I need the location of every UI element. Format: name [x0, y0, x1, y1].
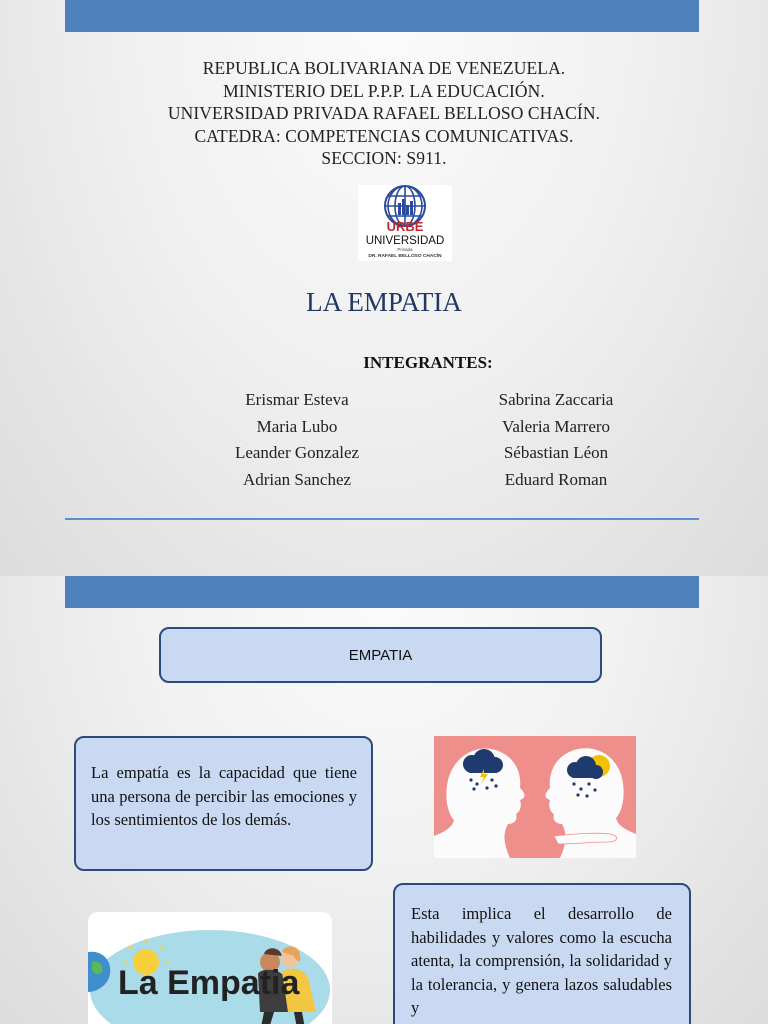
presentation-title: LA EMPATIA	[306, 287, 462, 317]
definition-box	[74, 736, 373, 871]
header-line: UNIVERSIDAD PRIVADA RAFAEL BELLOSO CHACÍN.	[167, 103, 601, 123]
logo-sub1: Privada	[397, 247, 413, 252]
member-name: Valeria Marrero	[501, 416, 611, 436]
institution-header	[0, 57, 768, 170]
divider-line	[65, 518, 699, 520]
header-line: SECCION: S911.	[321, 148, 447, 168]
header-line: REPUBLICA BOLIVARIANA DE VENEZUELA.	[202, 58, 566, 78]
la-empatia-graphic-text: La Empatia	[118, 964, 300, 1002]
member-name: Maria Lubo	[256, 416, 338, 436]
top-accent-bar	[65, 0, 699, 32]
definition-text: La empatía es la capacidad que tiene una persona de percibir las emociones y los sentimientos de los demás.	[91, 763, 357, 829]
implication-box	[393, 883, 691, 1024]
member-name: Sabrina Zaccaria	[498, 390, 614, 409]
members-right-column	[436, 387, 676, 493]
members-left-column	[177, 387, 417, 493]
la-empatia-illustration	[88, 912, 332, 1024]
top-accent-bar	[65, 576, 699, 608]
member-name: Leander Gonzalez	[234, 443, 360, 462]
member-name: Adrian Sanchez	[242, 469, 352, 489]
content-slide	[0, 576, 768, 1024]
member-name: Eduard Roman	[504, 469, 608, 489]
logo-name: UNIVERSIDAD	[365, 235, 445, 247]
member-name: Sébastian Léon	[503, 443, 609, 462]
empathy-heads-illustration	[434, 736, 636, 858]
member-name: Erismar Esteva	[245, 390, 349, 409]
globe-logo-icon	[358, 185, 452, 261]
empatia-heading-box	[159, 627, 602, 683]
implication-text: Esta implica el desarrollo de habilidades y valores como la escucha atenta, la comprensión, la solidaridad y la tolerancia, y genera lazos saludables y	[411, 904, 672, 1017]
university-logo	[358, 185, 452, 261]
integrantes-heading: INTEGRANTES:	[363, 353, 493, 372]
logo-acronym: URBE	[386, 219, 424, 234]
logo-sub2: DR. RAFAEL BELLOSO CHACÍN	[368, 254, 442, 259]
header-line: CATEDRA: COMPETENCIAS COMUNICATIVAS.	[194, 125, 574, 146]
header-line: MINISTERIO DEL P.P.P. LA EDUCACIÓN.	[223, 80, 545, 101]
empatia-heading: EMPATIA	[348, 646, 413, 664]
